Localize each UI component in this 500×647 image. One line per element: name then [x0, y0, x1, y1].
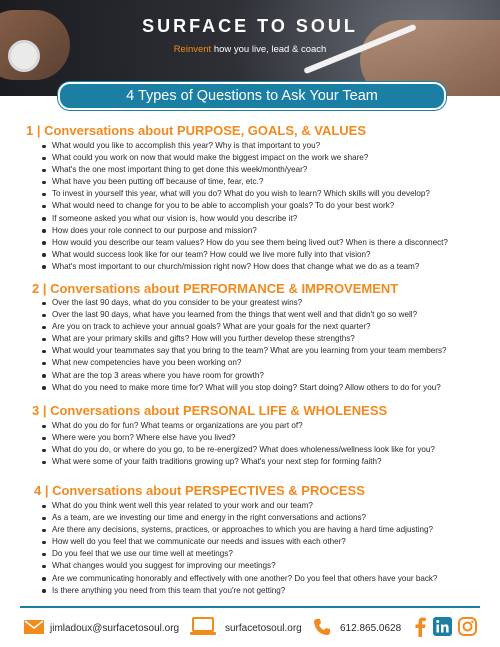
- list-item: What changes would you suggest for improving our meetings?: [40, 560, 437, 572]
- instagram-icon[interactable]: [458, 617, 477, 641]
- laptop-icon: [190, 617, 216, 642]
- tagline: [0, 44, 500, 55]
- list-item: What do you need to make more time for? What will you stop doing? Start doing? Allow others to do for you?: [40, 382, 447, 394]
- phone-icon: [313, 618, 331, 641]
- tagline-accent: Reinvent: [173, 44, 212, 55]
- section-title: 4 | Conversations about PERSPECTIVES & PROCESS: [34, 483, 365, 498]
- footer: [0, 612, 500, 642]
- list-item: What would you like to accomplish this year? Why is that important to you?: [40, 140, 448, 152]
- list-item: What are the top 3 areas where you have room for growth?: [40, 370, 447, 382]
- section-title: 1 | Conversations about PURPOSE, GOALS, & VALUES: [26, 123, 367, 138]
- list-item: Is there anything you need from this team that you're not getting?: [40, 585, 437, 597]
- document-title-banner: [58, 82, 446, 110]
- list-item: If someone asked you what our vision is, how would you describe it?: [40, 213, 448, 225]
- section-title: 3 | Conversations about PERSONAL LIFE & WHOLENESS: [32, 403, 388, 418]
- question-list: [40, 500, 437, 597]
- list-item: What's the one most important thing to get done this week/month/year?: [40, 164, 448, 176]
- list-item: What's most important to our church/mission right now? How does that change what we do as a team?: [40, 261, 448, 273]
- envelope-icon: [24, 620, 44, 639]
- footer-website-link[interactable]: surfacetosoul.org: [225, 623, 302, 634]
- list-item: How would you describe our team values? How do you see them being lived out? When is there a disconnect?: [40, 237, 448, 249]
- facebook-icon[interactable]: [414, 617, 426, 642]
- list-item: As a team, are we investing our time and energy in the right conversations and actions?: [40, 512, 437, 524]
- list-item: Where were you born? Where else have you lived?: [40, 432, 435, 444]
- list-item: Over the last 90 days, what do you consider to be your greatest wins?: [40, 297, 447, 309]
- list-item: What do you do for fun? What teams or organizations are you part of?: [40, 420, 435, 432]
- question-list: [40, 297, 447, 394]
- question-list: [40, 420, 435, 468]
- document-title: 4 Types of Questions to Ask Your Team: [126, 88, 378, 104]
- footer-phone[interactable]: 612.865.0628: [340, 623, 402, 634]
- list-item: What have you been putting off because of time, fear, etc.?: [40, 176, 448, 188]
- list-item: Are there any decisions, systems, practices, or approaches to which you are having a hard time adjusting?: [40, 524, 437, 536]
- list-item: Are we communicating honorably and effectively with one another? Do you feel that others have your back?: [40, 573, 437, 585]
- tagline-rest: how you live, lead & coach: [211, 44, 327, 55]
- list-item: What would your teammates say that you bring to the team? What are you learning from your team members?: [40, 345, 447, 357]
- list-item: What were some of your faith traditions growing up? What's your next step for forming faith?: [40, 456, 435, 468]
- list-item: To invest in yourself this year, what will you do? What do you wish to learn? Which skills will you develop?: [40, 188, 448, 200]
- list-item: What would need to change for you to be able to accomplish your goals? To do your best work?: [40, 200, 448, 212]
- list-item: Over the last 90 days, what have you learned from the things that went well and that didn't go so well?: [40, 309, 447, 321]
- list-item: How well do you feel that we communicate our needs and issues with each other?: [40, 536, 437, 548]
- list-item: What are your primary skills and gifts? How will you further develop these strengths?: [40, 333, 447, 345]
- list-item: Are you on track to achieve your annual goals? What are your goals for the next quarter?: [40, 321, 447, 333]
- list-item: Do you feel that we use our time well at meetings?: [40, 548, 437, 560]
- list-item: What could you work on now that would make the biggest impact on the work we share?: [40, 152, 448, 164]
- list-item: How does your role connect to our purpose and mission?: [40, 225, 448, 237]
- section-title: 2 | Conversations about PERFORMANCE & IMPROVEMENT: [32, 281, 399, 296]
- question-list: [40, 140, 448, 273]
- brand-title: SURFACE TO SOUL: [142, 16, 358, 36]
- footer-email-link[interactable]: jimladoux@surfacetosoul.org: [50, 623, 180, 634]
- footer-divider: [20, 606, 480, 608]
- list-item: What do you do, or where do you go, to be re-energized? What does wholeness/wellness look like for you?: [40, 444, 435, 456]
- linkedin-icon[interactable]: [433, 617, 452, 641]
- list-item: What new competencies have you been working on?: [40, 357, 447, 369]
- list-item: What do you think went well this year related to your work and our team?: [40, 500, 437, 512]
- list-item: What would success look like for our team? How could we live more fully into that vision?: [40, 249, 448, 261]
